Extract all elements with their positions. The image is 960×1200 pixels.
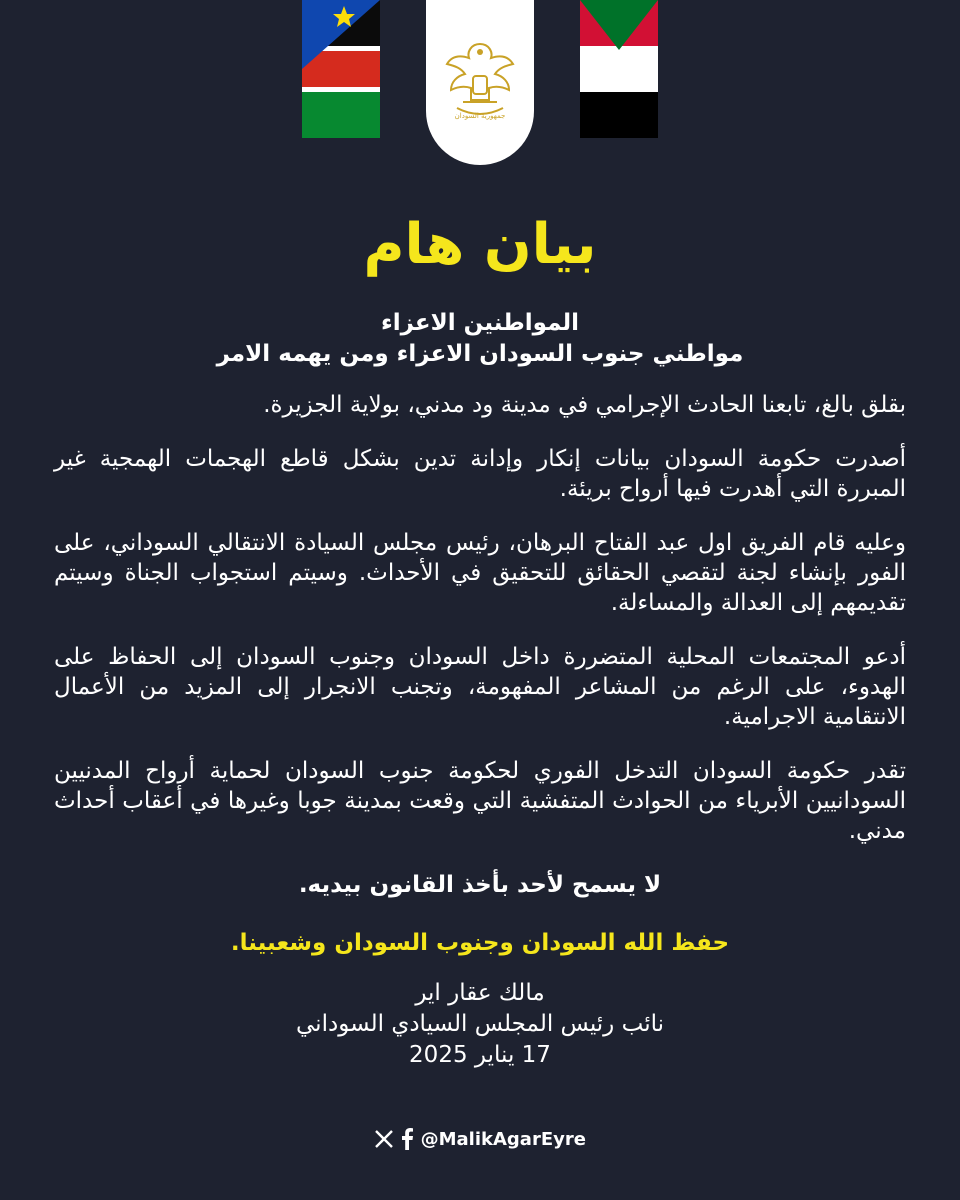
facebook-icon[interactable] bbox=[400, 1128, 414, 1150]
paragraph-1: بقلق بالغ، تابعنا الحادث الإجرامي في مدينة ود مدني، بولاية الجزيرة. bbox=[263, 392, 906, 418]
paragraph-3: وعليه قام الفريق اول عبد الفتاح البرهان، رئيس مجلس السيادة الانتقالي السوداني، على الفور بإنشاء لجنة لتقصي الحقائق للتحقيق في الأحداث. وسيتم استجواب الجناة وسيتم تقديمهم إلى العدالة والمساءلة. bbox=[54, 530, 906, 616]
salutation bbox=[54, 308, 906, 370]
signatory-name: مالك عقار اير bbox=[415, 980, 545, 1006]
signature-block bbox=[0, 978, 960, 1071]
paragraph-5: تقدر حكومة السودان التدخل الفوري لحكومة جنوب السودان لحماية أرواح المدنيين السودانيين الأبرياء من الحوادث المتفشية التي وقعت بمدينة جوبا وغيرها في أعقاب أحداث مدني. bbox=[54, 758, 906, 844]
emblem-icon bbox=[443, 34, 517, 126]
emblem-caption: جمهورية السودان bbox=[454, 112, 506, 120]
paragraph-2: أصدرت حكومة السودان بيانات إنكار وإدانة تدين بشكل قاطع الهجمات الهمجية غير المبررة التي أهدرت فيها أرواح بريئة. bbox=[54, 446, 906, 502]
social-footer bbox=[0, 1128, 960, 1150]
key-statement: لا يسمح لأحد بأخذ القانون بيديه. bbox=[298, 872, 662, 898]
closing-prayer: حفظ الله السودان وجنوب السودان وشعبينا. bbox=[230, 930, 730, 956]
south-sudan-flag bbox=[302, 0, 380, 138]
sudan-emblem bbox=[426, 0, 534, 165]
salutation-line-2: مواطني جنوب السودان الاعزاء ومن يهمه الامر bbox=[216, 341, 744, 367]
statement-body bbox=[54, 308, 906, 900]
social-handle[interactable]: @MalikAgarEyre bbox=[420, 1128, 586, 1150]
statement-date: 17 يناير 2025 bbox=[409, 1042, 551, 1068]
signatory-position: نائب رئيس المجلس السيادي السوداني bbox=[296, 1011, 664, 1037]
sudan-flag bbox=[580, 0, 658, 138]
x-icon[interactable] bbox=[374, 1129, 394, 1149]
salutation-line-1: المواطنين الاعزاء bbox=[380, 310, 580, 336]
page-title: بيان هام bbox=[363, 212, 597, 277]
paragraph-4: أدعو المجتمعات المحلية المتضررة داخل السودان وجنوب السودان إلى الحفاظ على الهدوء، على الرغم من المشاعر المفهومة، وتجنب الانجرار إلى المزيد من الأعمال الانتقامية الاجرامية. bbox=[54, 644, 906, 730]
